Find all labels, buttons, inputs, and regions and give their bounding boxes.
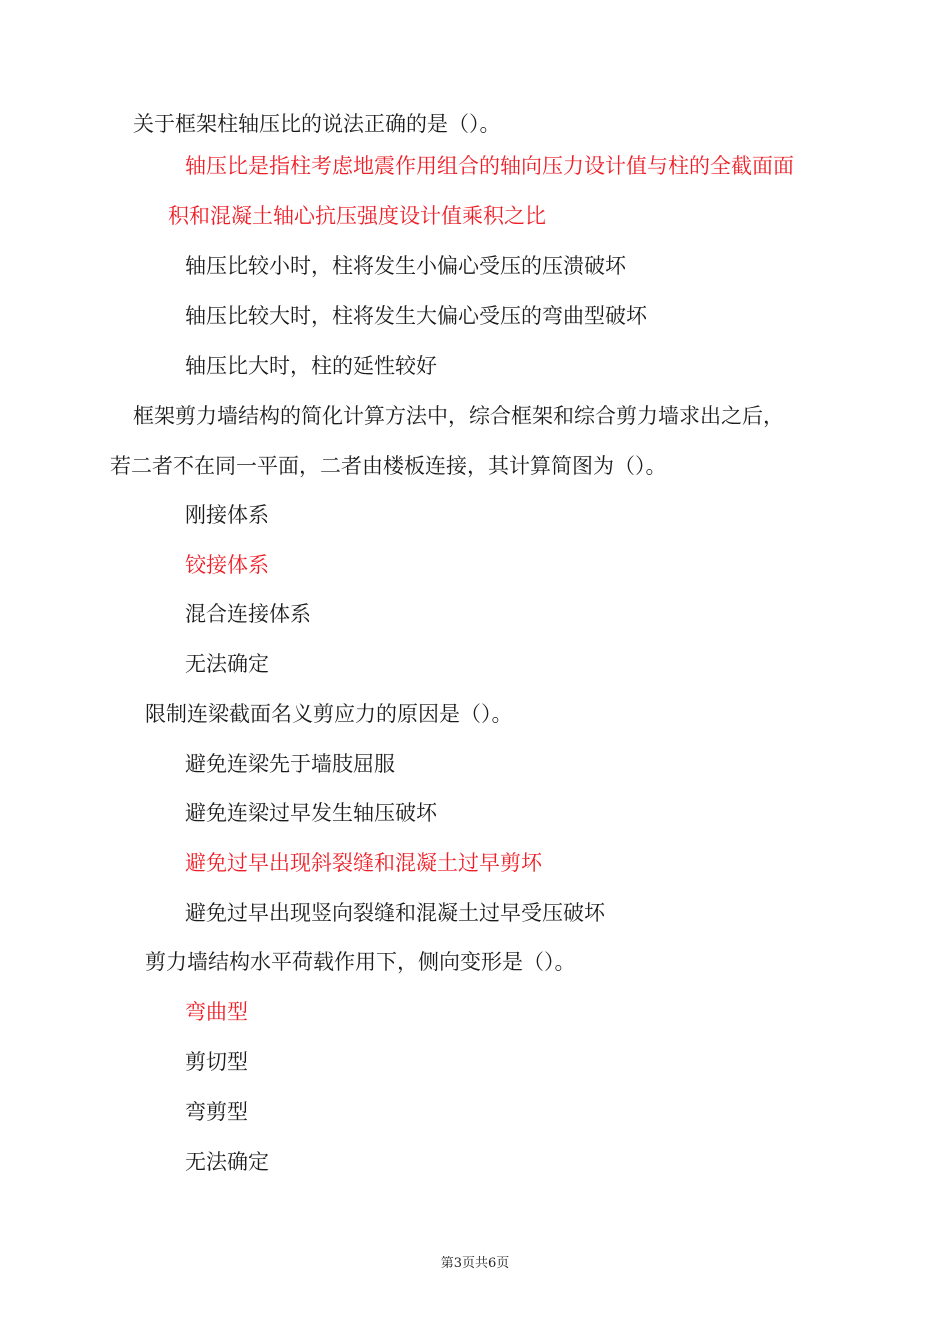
question-2-option-a: 刚接体系: [185, 503, 269, 527]
question-1-option-d: 轴压比大时，柱的延性较好: [185, 354, 437, 378]
question-2-option-b: 铰接体系: [185, 553, 269, 577]
question-3-option-a: 避免连梁先于墙肢屈服: [185, 752, 395, 776]
question-2-option-d: 无法确定: [185, 652, 269, 676]
question-1-option-b: 轴压比较小时，柱将发生小偏心受压的压溃破坏: [185, 254, 626, 278]
question-1-option-a-line-1: 轴压比是指柱考虑地震作用组合的轴向压力设计值与柱的全截面面: [185, 154, 794, 178]
question-1-stem: 关于框架柱轴压比的说法正确的是（）。: [133, 112, 501, 136]
question-4-option-c: 弯剪型: [185, 1100, 248, 1124]
question-4-option-a: 弯曲型: [185, 1000, 248, 1024]
question-2-stem-line-2: 若二者不在同一平面，二者由楼板连接，其计算简图为（）。: [110, 454, 667, 478]
question-1-option-c: 轴压比较大时，柱将发生大偏心受压的弯曲型破坏: [185, 304, 647, 328]
question-4-option-b: 剪切型: [185, 1050, 248, 1074]
question-3-option-c: 避免过早出现斜裂缝和混凝土过早剪坏: [185, 851, 542, 875]
question-3-option-d: 避免过早出现竖向裂缝和混凝土过早受压破坏: [185, 901, 605, 925]
question-2-option-c: 混合连接体系: [185, 602, 311, 626]
question-3-stem: 限制连梁截面名义剪应力的原因是（）。: [145, 702, 513, 726]
question-4-option-d: 无法确定: [185, 1150, 269, 1174]
question-2-stem-line-1: 框架剪力墙结构的简化计算方法中，综合框架和综合剪力墙求出之后，: [133, 404, 784, 428]
question-3-option-b: 避免连梁过早发生轴压破坏: [185, 801, 437, 825]
question-1-option-a-line-2: 积和混凝土轴心抗压强度设计值乘积之比: [168, 204, 546, 228]
question-4-stem: 剪力墙结构水平荷载作用下，侧向变形是（）。: [145, 950, 576, 974]
page-number-footer: 第3页共6页: [440, 1256, 510, 1271]
